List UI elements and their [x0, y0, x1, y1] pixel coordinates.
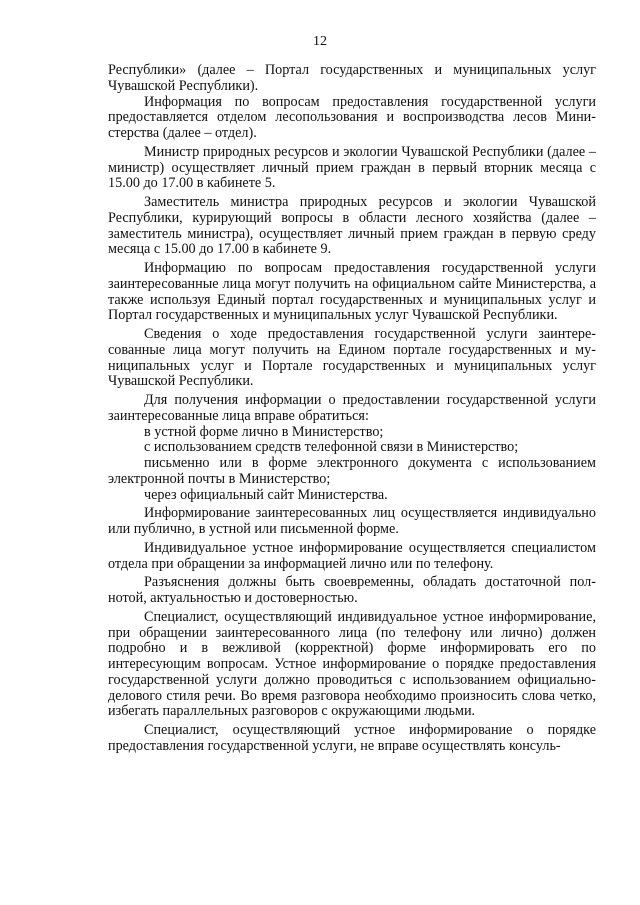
paragraph: Специалист, осуществляющий индивидуальное устное информирование, при обращении заинтересованного лица (по телефону или лично) должен подробно и в вежливой (корректной) форме информировать его по интересующим вопросам. Устное информирование о порядке предоставления государственной услуги должно проводиться с использованием официально-делового стиля речи. Во время разговора необходимо произносить слова четко, избегать параллельных разговоров с окружающими людьми.: [108, 608, 596, 720]
paragraph: Для получения информации о предоставлении государственной услуги заинтересованные лица вправе обратиться:: [108, 392, 596, 424]
paragraph: Министр природных ресурсов и экологии Чувашской Республики (далее – министр) осуществляет личный прием граждан в первый вторник месяца с 15.00 до 17.00 в кабинете 5.: [108, 143, 596, 192]
list-item: в устной форме лично в Министерство;: [144, 423, 384, 440]
paragraph: Информирование заинтересованных лиц осуществляется индивидуально или публично, в устной или письменной форме.: [108, 505, 596, 537]
paragraph: Разъяснения должны быть своевременны, обладать достаточной полнотой, актуальностью и достоверностью.: [108, 574, 596, 606]
paragraph: Заместитель министра природных ресурсов и экологии Чувашской Республики, курирующий вопросы в области лесного хозяйства (далее – заместитель министра), осуществляет личный прием граждан в первую среду месяца с 15.00 до 17.00 в кабинете 9.: [108, 194, 596, 258]
page-number: 12: [313, 34, 327, 49]
list-item: с использованием средств телефонной связи в Министерство;: [144, 439, 519, 456]
document-body: [108, 63, 596, 755]
paragraph: Республики» (далее – Портал государственных и муниципальных услуг Чувашской Республики).: [108, 62, 596, 94]
paragraph: Сведения о ходе предоставления государственной услуги заинтересованные лица могут получить на Едином портале государственных и муниципальных услуг и Портале государственных и муниципальных услуг Чувашской Республики.: [108, 326, 596, 390]
list-item: через официальный сайт Министерства.: [144, 486, 388, 503]
paragraph: Специалист, осуществляющий устное информирование о порядке предоставления государственной услуги, не вправе осуществлять консуль-: [108, 722, 596, 754]
paragraph: Информацию по вопросам предоставления государственной услуги заинтересованные лица могут получить на официальном сайте Министерства, а также используя Единый портал государственных и муниципальных услуг и Портал государственных и муниципальных услуг Чувашской Республики.: [108, 260, 596, 324]
paragraph: Индивидуальное устное информирование осуществляется специалистом отдела при обращении за информацией лично или по телефону.: [108, 539, 596, 572]
paragraph: Информация по вопросам предоставления государственной услуги предоставляется отделом лесопользования и воспроизводства лесов Министерства (далее – отдел).: [108, 93, 596, 141]
list-item: письменно или в форме электронного документа с использованием электронной почты в Министерство;: [108, 455, 596, 487]
